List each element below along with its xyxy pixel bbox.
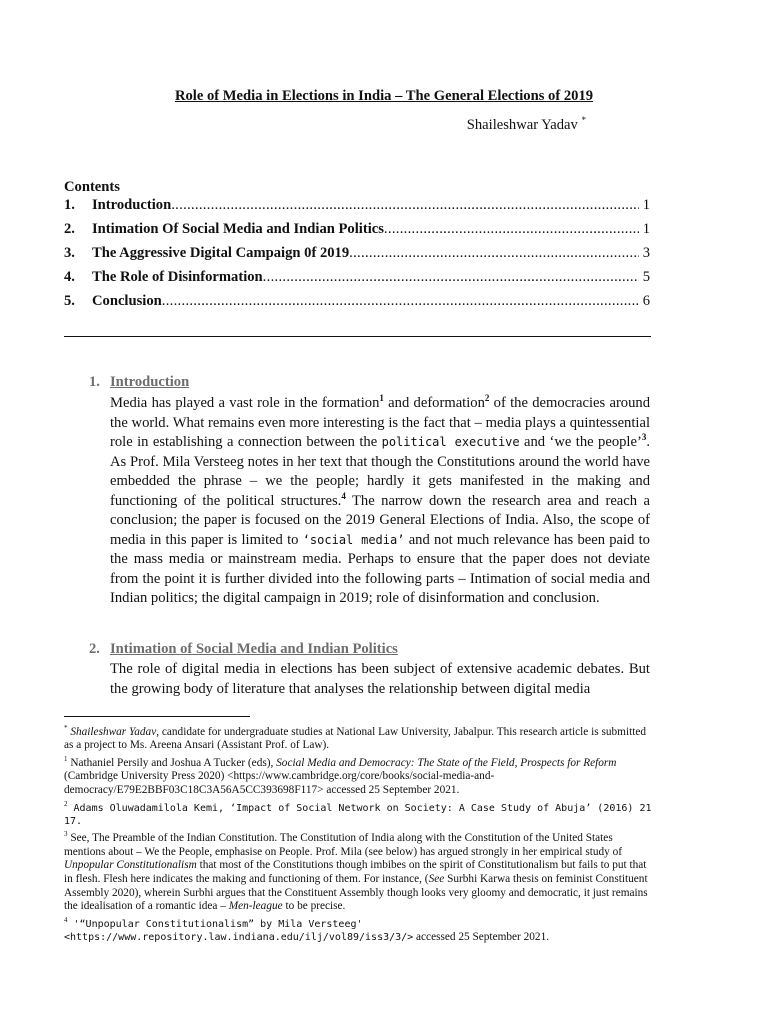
footnote-mark: 2	[64, 799, 68, 808]
toc-page-number: 1	[642, 197, 650, 213]
footnote-1	[64, 753, 654, 798]
section-heading-introduction	[89, 374, 189, 391]
document-title: Role of Media in Elections in India – The General Elections of 2019	[174, 88, 594, 104]
footnote-mark: 3	[64, 830, 68, 839]
intimation-paragraph: The role of digital media in elections has been subject of extensive academic debates. But the growing body of literature that analyses the relationship between digital media	[110, 661, 650, 697]
footnote-mark: 4	[64, 915, 68, 924]
toc-item-introduction[interactable]	[64, 197, 650, 221]
toc-title: The Role of Disinformation	[92, 269, 263, 285]
toc-page-number: 3	[642, 245, 650, 261]
toc-number: 5.	[64, 293, 75, 309]
text-run: and not much relevance has been paid to the mass media or mainstream media. Perhaps to ensure that the paper does not deviate from the point it is further divided into the following parts – Intimation of social media and Indian politics; the digital campaign in 2019; role of disinformation and conclusion.	[110, 531, 650, 606]
footnotes	[64, 722, 654, 945]
footnote-italic: See	[428, 873, 445, 885]
footnote-text: See, The Preamble of the Indian Constitution. The Constitution of India along with the Constitution of the United States mentions about – We the People, emphasise on People. Prof. Mila (see below) has argued strongly in her empirical study of	[64, 832, 623, 858]
footnote-4	[64, 914, 654, 945]
text-run: ‘social media’	[302, 532, 405, 547]
toc-leader	[162, 293, 639, 310]
toc-number: 2.	[64, 221, 75, 237]
text-run: of the democracies around the world. What remains even more interesting is the fact that – media plays a quintessential role in establishing a connection between the	[110, 395, 650, 450]
text-run: political executive	[381, 435, 520, 449]
section-number: 2.	[89, 641, 100, 657]
footnote-ref[interactable]: 1	[379, 393, 384, 404]
footnote-2	[64, 798, 654, 829]
author-name: Shaileshwar Yadav	[466, 116, 578, 133]
toc-leader	[349, 245, 639, 262]
footnote-text: Nathaniel Persily and Joshua A Tucker (eds),	[67, 756, 277, 769]
section-title: Intimation of Social Media and Indian Politics	[110, 641, 398, 657]
toc-item-conclusion[interactable]	[64, 293, 650, 317]
section-number: 1.	[89, 374, 100, 390]
footnote-author: Shaileshwar Yadav	[70, 725, 157, 738]
text-run: The narrow down the research area and reach a conclusion; the paper is focused on the 2019 General Elections of India. Also, the scope of media in this paper is limited to	[110, 492, 650, 548]
toc-title: Conclusion	[92, 293, 162, 309]
toc-item-intimation[interactable]	[64, 221, 650, 245]
footnote-italic: Men-league	[228, 900, 283, 913]
toc-number: 4.	[64, 269, 75, 285]
toc-page-number: 6	[642, 293, 650, 309]
contents-heading: Contents	[64, 179, 120, 195]
section-heading-intimation	[89, 641, 398, 658]
footnote-3	[64, 828, 654, 913]
footnote-ref[interactable]: 2	[484, 393, 490, 404]
author-footnote-mark: *	[581, 115, 586, 125]
toc-title: Intimation Of Social Media and Indian Politics	[92, 221, 384, 237]
toc-leader	[263, 269, 639, 286]
toc-leader	[384, 221, 639, 238]
footnote-ref[interactable]: 4	[341, 490, 346, 501]
footnote-italic: Unpopular Constitutionalism	[64, 859, 197, 872]
toc-item-digital-campaign[interactable]	[64, 245, 650, 269]
footnote-text: Surbhi Karwa thesis on feminist Constituent Assembly 2020), wherein Surbhi argues that the Constituent Assembly though looks very gloomy and democratic, it just remains the idealisation of a romantic idea –	[64, 873, 648, 913]
introduction-paragraph	[110, 394, 650, 609]
footnote-ref[interactable]: 3	[641, 432, 647, 443]
toc-leader	[171, 197, 638, 214]
footnote-text: that most of the Constitutions though imbibes on the spirit of Constitutionalism but fails to put that in flesh. Flesh here indicates the making and functioning of them. For instance, (	[64, 859, 647, 885]
footnote-text: , candidate for undergraduate studies at National Law University, Jabalpur. This research article is submitted as a project to Ms. Areena Ansari (Assistant Prof. of Law).	[64, 725, 647, 752]
text-run: and ‘we the people’	[519, 434, 642, 450]
footnote-star	[64, 722, 654, 753]
footnote-text: (Cambridge University Press 2020) <https://www.cambridge.org/core/books/social-media-and-democracy/E79E2BBF03C18C3A56A5CC393698F117> accessed 25 September 2021.	[64, 770, 495, 796]
footnote-mark: *	[64, 724, 68, 732]
footnote-text: accessed 25 September 2021.	[413, 931, 550, 944]
toc-title: The Aggressive Digital Campaign 0f 2019	[92, 245, 350, 261]
toc-number: 3.	[64, 245, 75, 261]
contents-divider	[64, 336, 651, 337]
text-run: . As Prof. Mila Versteeg notes in her text that though the Constitutions around the world have embedded the phrase – we the people; hardly it gets manifested in the making and functioning of the political structures.	[110, 434, 650, 509]
footnote-text: to be precise.	[282, 900, 346, 913]
footnote-text: Adams Oluwadamilola Kemi, ‘Impact of Social Network on Society: A Case Study of Abuja’ (2016) 21 17.	[64, 802, 652, 827]
text-run: and deformation	[383, 395, 485, 411]
toc-item-disinformation[interactable]	[64, 269, 650, 293]
toc-title: Introduction	[92, 197, 172, 213]
author-line	[467, 115, 586, 134]
toc-page-number: 5	[642, 269, 650, 285]
text-run: Media has played a vast role in the formation	[110, 395, 380, 411]
footnote-text: '“Unpopular Constitutionalism” by Mila Versteeg' <https://www.repository.law.indiana.edu/ilj/vol89/iss3/3/>	[64, 918, 414, 944]
section-title: Introduction	[110, 374, 190, 390]
footnote-italic: Social Media and Democracy: The State of the Field, Prospects for Reform	[276, 756, 617, 769]
footnote-mark: 1	[64, 754, 68, 763]
table-of-contents	[64, 197, 650, 317]
toc-number: 1.	[64, 197, 75, 213]
footnote-separator	[64, 716, 250, 717]
toc-page-number: 1	[642, 221, 650, 237]
